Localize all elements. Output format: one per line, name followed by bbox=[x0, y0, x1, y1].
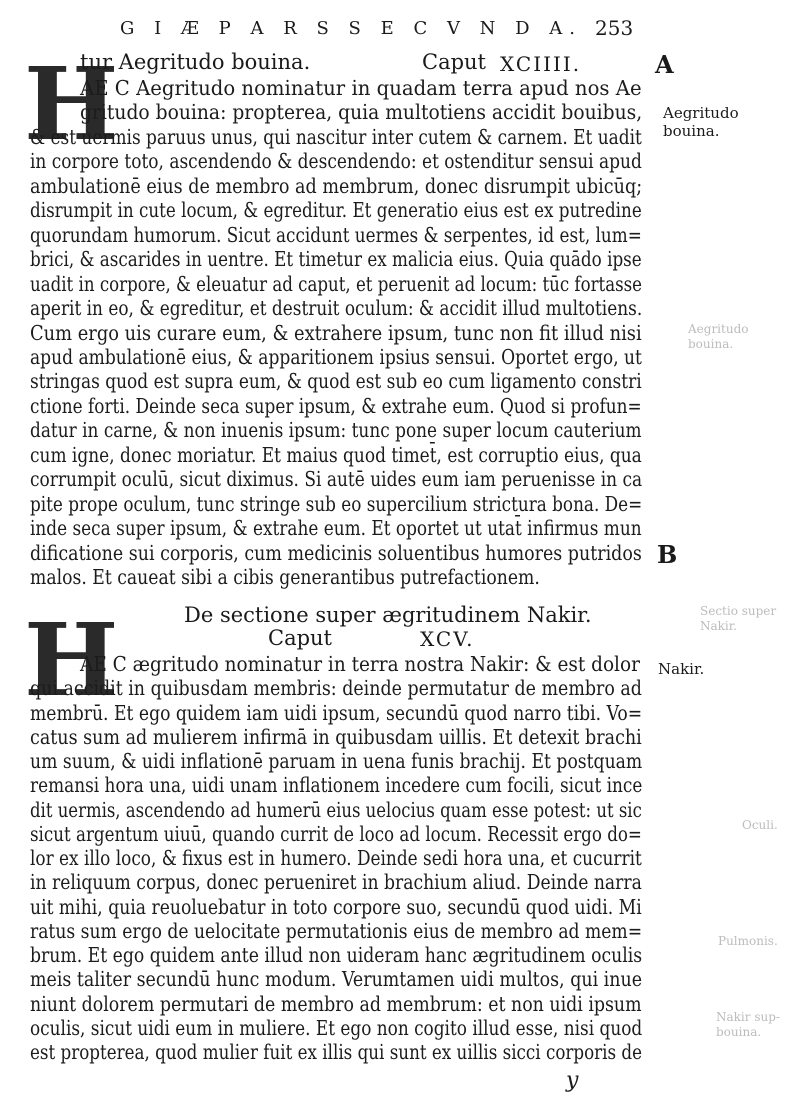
chapter2-drop-cap: H bbox=[24, 601, 117, 719]
text-line: aperit in eo, & egreditur, et destruit oculum: & accidit illud multotiens. bbox=[30, 296, 643, 321]
text-line: uit mihi, quia reuoluebatur in toto corpore suo, secundū quod uidi. Mi bbox=[30, 894, 642, 919]
bleedthrough-note-2 bbox=[700, 604, 776, 634]
margin-note-aegritudo bbox=[663, 104, 739, 140]
text-line: gritudo bouina: propterea, quia multotiens accidit bouibus, bbox=[80, 100, 643, 125]
text-line: apud ambulationē eius, & apparitionem ipsius sensui. Oportet ergo, ut bbox=[30, 344, 642, 369]
text-line: dificatione sui corporis, cum medicinis soluentibus humores putridos bbox=[30, 540, 642, 565]
text-line: quorundam humorum. Sicut accidunt uermes & serpentes, id est, lum= bbox=[30, 222, 642, 247]
text-line: meis taliter secundū hunc modum. Verumtamen uidi multos, qui inue bbox=[30, 967, 643, 992]
bleedthrough-line: Sectio super bbox=[700, 604, 777, 618]
text-line: est propterea, quod mulier fuit ex illis qui sunt ex uillis sicci corporis de bbox=[30, 1040, 643, 1064]
margin-note-line: bouina. bbox=[663, 122, 720, 140]
text-line: oculis, sicut uidi eum in muliere. Et ego non cogito illud esse, nisi quod bbox=[30, 1015, 643, 1040]
bleedthrough-line: Aegritudo bbox=[688, 322, 749, 336]
text-line: brici, & ascarides in uentre. Et timetur ex malicia eius. Quia quādo ipse bbox=[30, 247, 642, 272]
text-line: & est uermis paruus unus, qui nascitur inter cutem & carnem. Et uadit bbox=[30, 124, 642, 149]
margin-letter-b: B bbox=[657, 540, 678, 569]
signature-mark: y bbox=[566, 1068, 579, 1093]
chapter1-drop-cap: H bbox=[24, 45, 117, 163]
margin-note-line: Aegritudo bbox=[663, 104, 739, 122]
running-head-title: G I Æ P A R S S E C V N D A. bbox=[120, 18, 583, 39]
bleedthrough-line: bouina. bbox=[716, 1025, 762, 1039]
text-line: remansi hora una, uidi unam inflationem incedere cum focili, sicut ince bbox=[30, 773, 643, 798]
text-line: sicut argentum uiuū, quando currit de loco ad locum. Recessit ergo do= bbox=[30, 821, 642, 846]
text-line: um suum, & uidi inflationē paruam in uena funis brachij. Et postquam bbox=[30, 749, 643, 773]
text-line: ambulationē eius de membro ad membrum, donec disrumpit ubicūq; bbox=[30, 173, 643, 198]
bleedthrough-line: bouina. bbox=[688, 337, 734, 351]
bleedthrough-note-4: Pulmonis. bbox=[718, 934, 778, 948]
running-head bbox=[120, 10, 640, 46]
text-line: brum. Et ego quidem ante illud non uideram hanc ægritudinem oculis bbox=[30, 943, 643, 967]
bleedthrough-note-3: Oculi. bbox=[742, 818, 778, 832]
text-line: inde seca super ipsum, & extrahe eum. Et oportet ut utat̄ infirmus mun bbox=[30, 516, 642, 541]
text-line: cum igne, donec moriatur. Et maius quod timet̄, est corruptio eius, qua bbox=[30, 442, 642, 467]
text-line: lor ex illo loco, & fixus est in humero. Deinde sedi hora una, et cucurrit bbox=[30, 846, 642, 870]
text-line: corrumpit oculū, sicut diximus. Si autē uides eum iam peruenisse in ca bbox=[30, 467, 643, 492]
text-line: uadit in corpore, & eleuatur ad caput, et peruenit ad locum: tūc fortasse bbox=[30, 271, 643, 296]
chapter2-title: De sectione super ægritudinem Nakir. bbox=[184, 603, 592, 627]
text-line: pite prope oculum, tunc stringe sub eo supercilium strictura bona. De= bbox=[30, 491, 643, 516]
text-line: datur in carne, & non inuenis ipsum: tunc pone super locum cauterium bbox=[30, 418, 642, 443]
bleedthrough-line: Nakir sup- bbox=[716, 1010, 780, 1024]
margin-letter-a: A bbox=[655, 50, 674, 79]
text-line: catus sum ad mulierem infirmā in quibusdam uillis. Et detexit brachi bbox=[30, 724, 642, 749]
text-line: qui accidit in quibusdam membris: deinde permutatur de membro ad bbox=[30, 676, 642, 701]
text-line: in corpore toto, ascendendo & descendendo: et ostenditur sensui apud bbox=[30, 149, 642, 174]
page-number: 253 bbox=[595, 16, 634, 40]
chapter1-caput-label: Caput bbox=[422, 50, 486, 74]
bleedthrough-line: Nakir. bbox=[700, 619, 737, 633]
text-line: ratus sum ergo de uelocitate permutationis eius de membro ad mem= bbox=[30, 918, 643, 943]
text-line: malos. Et caueat sibi a cibis generantibus putrefactionem. bbox=[30, 565, 540, 589]
bleedthrough-note-5 bbox=[716, 1010, 780, 1040]
chapter2-caput-number: XCV. bbox=[420, 627, 475, 651]
text-line: stringas quod est supra eum, & quod est sub eo cum ligamento constri bbox=[30, 369, 642, 394]
text-line: dit uermis, ascendendo ad humerū eius uelocius quam esse potest: ut sic bbox=[30, 797, 642, 822]
chapter2-caput-label: Caput bbox=[268, 626, 332, 650]
margin-note-nakir: Nakir. bbox=[658, 660, 705, 678]
text-line: AE C Aegritudo nominatur in quadam terra apud nos Ae bbox=[80, 76, 642, 100]
text-line: Cum ergo uis curare eum, & extrahere ipsum, tunc non fit illud nisi bbox=[30, 320, 642, 345]
text-line: disrumpit in cute locum, & egreditur. Et generatio eius est ex putredine bbox=[30, 198, 642, 223]
text-line: AE C ægritudo nominatur in terra nostra Nakir: & est dolor bbox=[80, 652, 640, 676]
text-line: in reliquum corpus, donec perueniret in brachium aliud. Deinde narra bbox=[30, 870, 642, 895]
text-line: ctione forti. Deinde seca super ipsum, & extrahe eum. Quod si profun= bbox=[30, 393, 642, 418]
text-line: niunt dolorem permutari de membro ad membrum: et non uidi ipsum bbox=[30, 991, 642, 1016]
bleedthrough-note-1 bbox=[688, 322, 748, 352]
chapter1-caput-number: XCIIII. bbox=[500, 52, 582, 76]
chapter1-title: tur Aegritudo bouina. bbox=[80, 50, 311, 74]
text-line: membrū. Et ego quidem iam uidi ipsum, secundū quod narro tibi. Vo= bbox=[30, 700, 643, 725]
